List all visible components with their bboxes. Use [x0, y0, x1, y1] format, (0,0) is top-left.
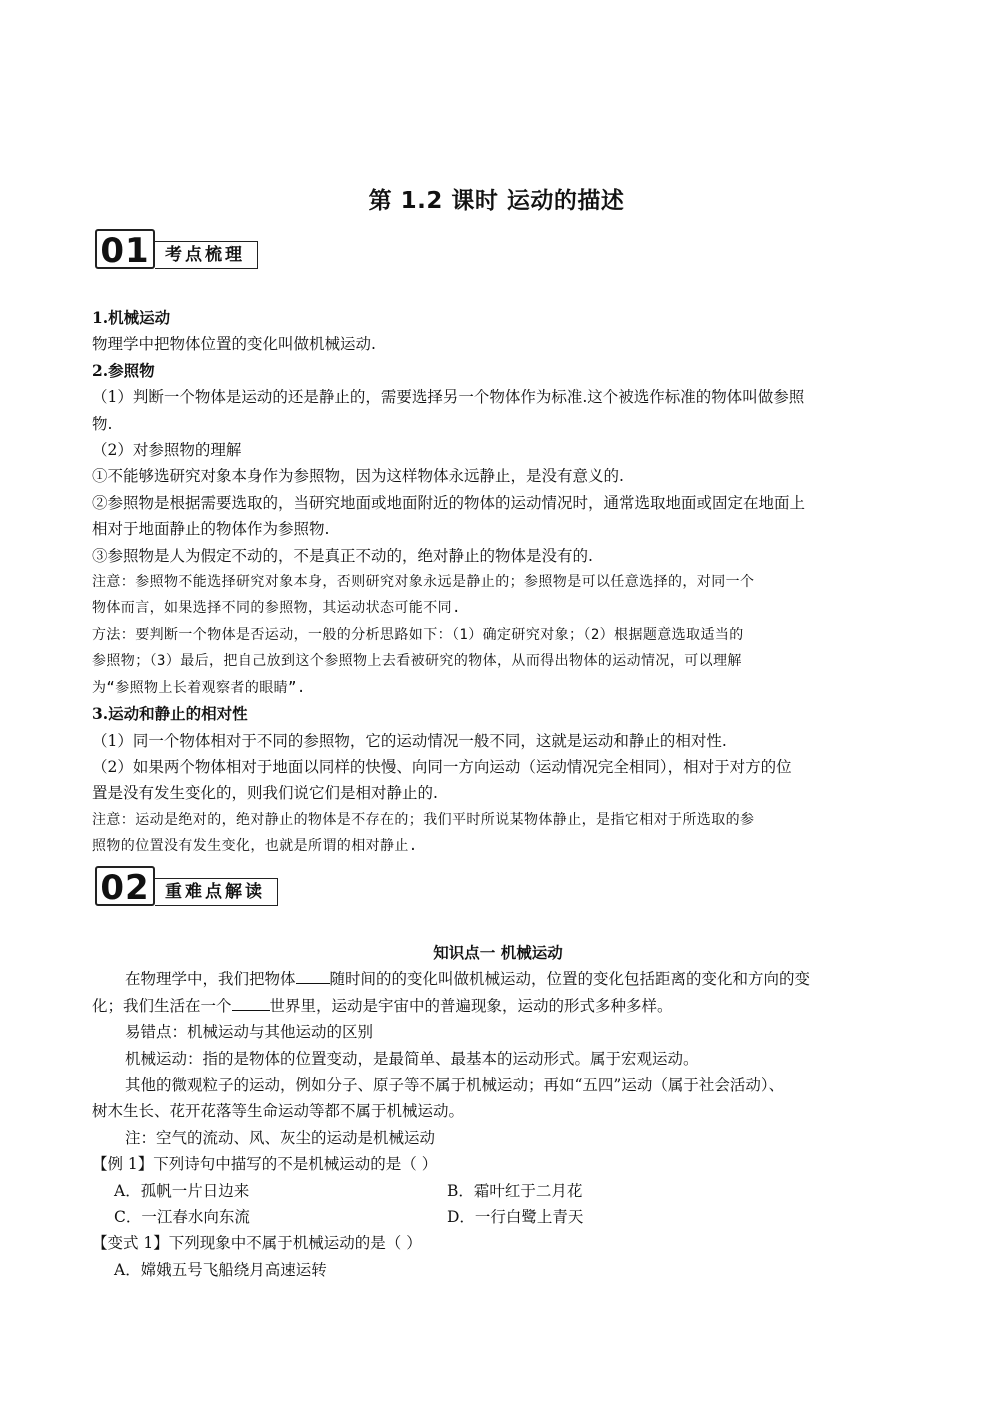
option-row	[92, 1204, 904, 1230]
heading-relativity: 3.运动和静止的相对性	[92, 704, 248, 724]
paragraph: 物.	[92, 414, 113, 433]
method-note: 为“参照物上长着观察者的眼睛”.	[92, 679, 306, 696]
text: 在物理学中，我们把物体	[125, 970, 296, 989]
option-a: A．嫦娥五号飞船绕月高速运转	[114, 1260, 327, 1279]
fill-blank	[296, 969, 330, 984]
paragraph: 注：空气的流动、风、灰尘的运动是机械运动	[125, 1128, 436, 1147]
text: 随时间的的变化叫做机械运动，位置的变化包括距离的变化和方向的变	[329, 970, 811, 989]
option-a: A．孤帆一片日边来	[114, 1181, 250, 1200]
note: 注意：运动是绝对的，绝对静止的物体是不存在的；我们平时所说某物体静止，是指它相对于所选取的参	[92, 811, 755, 828]
knowledge-point-title: 知识点一 机械运动	[433, 943, 563, 962]
option-d: D．一行白鹭上青天	[447, 1208, 584, 1227]
section-number: 01	[95, 229, 155, 269]
paragraph: 相对于地面静止的物体作为参照物.	[92, 520, 330, 539]
paragraph: 置是没有发生变化的，则我们说它们是相对静止的.	[92, 784, 438, 803]
paragraph: ②参照物是根据需要选取的，当研究地面或地面附近的物体的运动情况时，通常选取地面或固定在地面上	[92, 493, 806, 512]
note: 物体而言，如果选择不同的参照物，其运动状态可能不同.	[92, 600, 461, 617]
text: 世界里，运动是宇宙中的普遍现象，运动的形式多种多样。	[269, 996, 673, 1015]
paragraph: 物理学中把物体位置的变化叫做机械运动.	[92, 335, 376, 354]
variant-question: 【变式 1】下列现象中不属于机械运动的是（ ）	[92, 1234, 422, 1253]
method-note: 参照物；（3）最后，把自己放到这个参照物上去看被研究的物体，从而得出物体的运动情况，可以理解	[92, 653, 742, 670]
page-title: 第 1.2 课时 运动的描述	[368, 188, 625, 214]
example-question: 【例 1】下列诗句中描写的不是机械运动的是（ ）	[92, 1155, 438, 1174]
paragraph	[92, 966, 904, 992]
paragraph: （1）判断一个物体是运动的还是静止的，需要选择另一个物体作为标准.这个被选作标准的物体叫做参照	[92, 388, 805, 407]
fill-blank	[232, 996, 270, 1011]
note: 照物的位置没有发生变化，也就是所谓的相对静止.	[92, 838, 418, 855]
section-1-content	[92, 305, 904, 860]
paragraph	[92, 993, 904, 1019]
heading-reference-object: 2.参照物	[92, 360, 155, 380]
paragraph: （1）同一个物体相对于不同的参照物，它的运动情况一般不同，这就是运动和静止的相对性.	[92, 731, 727, 750]
note: 注意：参照物不能选择研究对象本身，否则研究对象永远是静止的；参照物是可以任意选择的，对同一个	[92, 574, 755, 591]
text: 化；我们生活在一个	[92, 996, 232, 1015]
paragraph: ③参照物是人为假定不动的，不是真正不动的，绝对静止的物体是没有的.	[92, 546, 593, 565]
section-label: 考点梳理	[155, 241, 258, 269]
paragraph: ①不能够选研究对象本身作为参照物，因为这样物体永远静止，是没有意义的.	[92, 467, 624, 486]
paragraph: 树木生长、花开花落等生命运动等都不属于机械运动。	[92, 1102, 465, 1121]
section-number: 02	[95, 866, 155, 906]
heading-mechanical-motion: 1.机械运动	[92, 308, 171, 327]
section-2-content	[92, 940, 904, 1283]
method-note: 方法：要判断一个物体是否运动，一般的分析思路如下：（1）确定研究对象；（2）根据题意选取适当的	[92, 626, 744, 643]
option-c: C．一江春水向东流	[114, 1208, 250, 1227]
paragraph: 其他的微观粒子的运动，例如分子、原子等不属于机械运动；再如“五四”运动（属于社会活动）、	[125, 1076, 785, 1095]
paragraph: （2）对参照物的理解	[92, 441, 242, 460]
option-b: B．霜叶红于二月花	[447, 1181, 583, 1200]
section-label: 重难点解读	[155, 878, 278, 906]
paragraph: （2）如果两个物体相对于地面以同样的快慢、向同一方向运动（运动情况完全相同），相对于对方的位	[92, 757, 792, 776]
option-row	[92, 1178, 904, 1204]
paragraph: 机械运动：指的是物体的位置变动，是最简单、最基本的运动形式。属于宏观运动。	[125, 1049, 699, 1068]
paragraph: 易错点：机械运动与其他运动的区别	[125, 1023, 374, 1042]
